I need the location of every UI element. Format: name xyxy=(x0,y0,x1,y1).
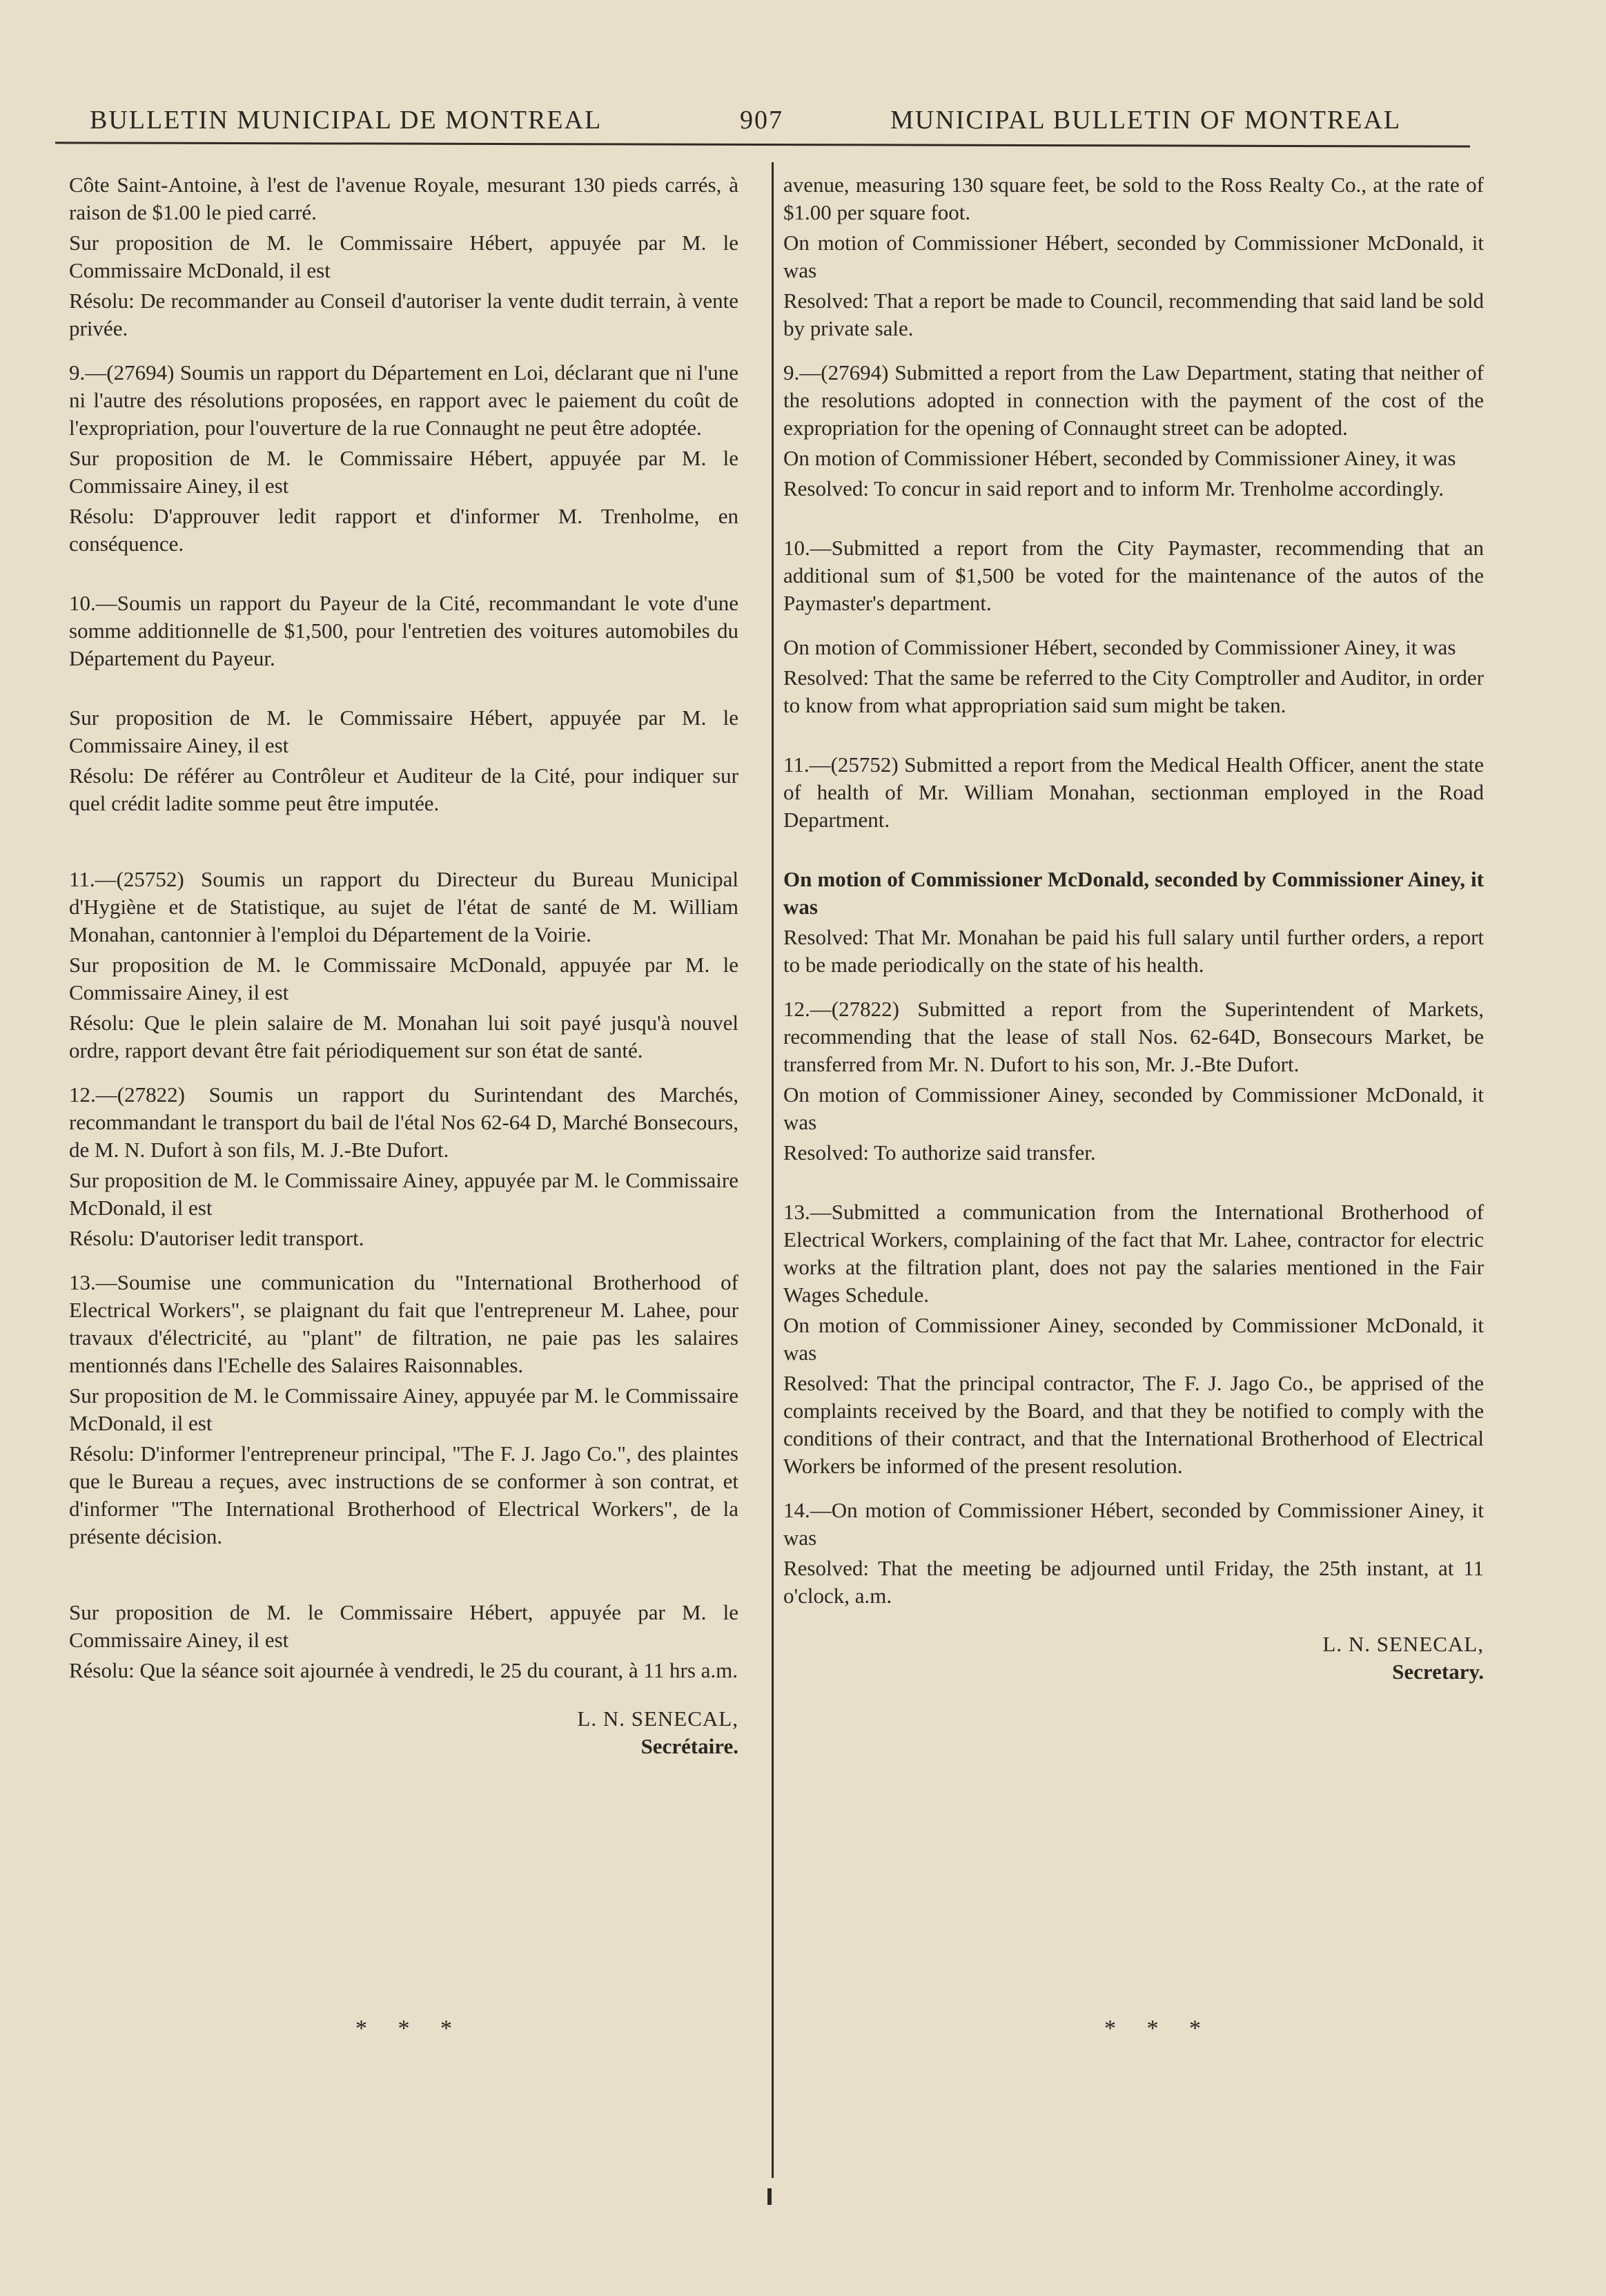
paragraph: 14.—On motion of Commissioner Hébert, seconded by Commissioner Ainey, it was xyxy=(783,1498,1484,1550)
paragraph: Résolu: D'approuver ledit rapport et d'informer M. Trenholme, en conséquence. xyxy=(69,504,738,556)
paragraph: Resolved: To concur in said report and to inform Mr. Trenholme accordingly. xyxy=(783,476,1444,500)
paragraph: On motion of Commissioner Hébert, seconded by Commissioner McDonald, it was xyxy=(783,231,1484,282)
paragraph: 13.—Submitted a communication from the International Brotherhood of Electrical Workers, complaining of the fact that Mr. Lahee, contractor for electric works at the filtration plant, does not pay the salaries mentioned in the Fair Wages Schedule. xyxy=(783,1200,1484,1307)
paragraph: Résolu: Que la séance soit ajournée à vendredi, le 25 du courant, à 11 hrs a.m. xyxy=(69,1658,738,1682)
paragraph: Sur proposition de M. le Commissaire Hébert, appuyée par M. le Commissaire Ainey, il est xyxy=(69,446,738,498)
paragraph: On motion of Commissioner McDonald, seconded by Commissioner Ainey, it was xyxy=(783,867,1484,919)
paragraph: Resolved: That the principal contractor, The F. J. Jago Co., be apprised of the complaints received by the Board, and that they be notified to comply with the conditions of their contract, and that the International Brotherhood of Electrical Workers be informed of the present resolution. xyxy=(783,1371,1484,1478)
signature-name: L. N. SENECAL, xyxy=(1322,1632,1484,1656)
header-french-title: BULLETIN MUNICIPAL DE MONTREAL xyxy=(90,106,603,135)
paragraph: Resolved: That the same be referred to the City Comptroller and Auditor, in order to know from what appropriation said sum might be taken. xyxy=(783,665,1484,717)
paragraph: Résolu: D'informer l'entrepreneur principal, "The F. J. Jago Co.", des plaintes que le Bureau a reçues, avec instructions de se conformer à son contrat, et d'informer "The International Brotherhood of Electrical Workers", de la présente décision. xyxy=(69,1441,738,1548)
paragraph: Sur proposition de M. le Commissaire Ainey, appuyée par M. le Commissaire McDonald, il est xyxy=(69,1168,738,1220)
paragraph: Côte Saint-Antoine, à l'est de l'avenue Royale, mesurant 130 pieds carrés, à raison de $1.00 le pied carré. xyxy=(69,173,738,224)
column-divider xyxy=(772,162,774,2178)
ornament-right: * * * xyxy=(1104,2016,1213,2041)
paragraph: Sur proposition de M. le Commissaire Hébert, appuyée par M. le Commissaire Ainey, il est xyxy=(69,706,738,757)
paragraph: 11.—(25752) Submitted a report from the Medical Health Officer, anent the state of health of Mr. William Monahan, sectionman employed in the Road Department. xyxy=(783,752,1484,832)
signature-name: L. N. SENECAL, xyxy=(577,1706,738,1731)
paragraph: 9.—(27694) Soumis un rapport du Département en Loi, déclarant que ni l'une ni l'autre des résolutions proposées, en rapport avec le paiement du coût de l'expropriation, pour l'ouverture de la rue Connaught ne peut être adoptée. xyxy=(69,360,738,440)
paragraph: Resolved: That the meeting be adjourned until Friday, the 25th instant, at 11 o'clock, a.m. xyxy=(783,1556,1484,1608)
paragraph: Sur proposition de M. le Commissaire Hébert, appuyée par M. le Commissaire McDonald, il est xyxy=(69,231,738,282)
paragraph: On motion of Commissioner Hébert, seconded by Commissioner Ainey, it was xyxy=(783,446,1456,470)
paragraph: 11.—(25752) Soumis un rapport du Directeur du Bureau Municipal d'Hygiène et de Statistique, au sujet de l'état de santé de M. William Monahan, cantonnier à l'emploi du Département de la Voirie. xyxy=(69,867,738,946)
paragraph: Resolved: To authorize said transfer. xyxy=(783,1140,1096,1165)
paragraph: Résolu: De recommander au Conseil d'autoriser la vente dudit terrain, à vente privée. xyxy=(69,289,738,340)
paragraph: On motion of Commissioner Ainey, seconded by Commissioner McDonald, it was xyxy=(783,1313,1484,1365)
ornament-left: * * * xyxy=(355,2016,464,2041)
paragraph: 12.—(27822) Soumis un rapport du Surintendant des Marchés, recommandant le transport du bail de l'étal Nos 62-64 D, Marché Bonsecours, de M. N. Dufort à son fils, M. J.-Bte Dufort. xyxy=(69,1082,738,1162)
paragraph: 9.—(27694) Submitted a report from the Law Department, stating that neither of the resolutions adopted in connection with the payment of the cost of the expropriation for the opening of Connaught street can be adopted. xyxy=(783,360,1484,440)
paragraph: Sur proposition de M. le Commissaire Hébert, appuyée par M. le Commissaire Ainey, il est xyxy=(69,1600,738,1652)
signature-title: Secretary. xyxy=(1392,1660,1484,1684)
paragraph: Sur proposition de M. le Commissaire McDonald, appuyée par M. le Commissaire Ainey, il est xyxy=(69,953,738,1004)
paragraph: Resolved: That a report be made to Council, recommending that said land be sold by private sale. xyxy=(783,289,1484,340)
paragraph: 10.—Soumis un rapport du Payeur de la Cité, recommandant le vote d'une somme additionnelle de $1,500, pour l'entretien des voitures automobiles du Département du Payeur. xyxy=(69,591,738,670)
page-number: 907 xyxy=(740,106,783,135)
paragraph: avenue, measuring 130 square feet, be sold to the Ross Realty Co., at the rate of $1.00 per square foot. xyxy=(783,173,1484,224)
paragraph: 10.—Submitted a report from the City Paymaster, recommending that an additional sum of $1,500 be voted for the maintenance of the autos of the Paymaster's department. xyxy=(783,536,1484,615)
paragraph: On motion of Commissioner Hébert, seconded by Commissioner Ainey, it was xyxy=(783,635,1456,659)
header-rule xyxy=(55,142,1470,147)
bottom-mark xyxy=(767,2188,772,2205)
signature-title: Secrétaire. xyxy=(640,1734,738,1758)
header-english-title: MUNICIPAL BULLETIN OF MONTREAL xyxy=(890,106,1402,135)
paragraph: Résolu: D'autoriser ledit transport. xyxy=(69,1226,364,1250)
paragraph: Résolu: Que le plein salaire de M. Monahan lui soit payé jusqu'à nouvel ordre, rapport devant être fait périodiquement sur son état de santé. xyxy=(69,1011,738,1062)
paragraph: Résolu: De référer au Contrôleur et Auditeur de la Cité, pour indiquer sur quel crédit ladite somme peut être imputée. xyxy=(69,763,738,815)
english-column xyxy=(783,171,1484,1686)
french-column xyxy=(69,171,738,1760)
paragraph: Resolved: That Mr. Monahan be paid his full salary until further orders, a report to be made periodically on the state of his health. xyxy=(783,925,1484,977)
paragraph: 13.—Soumise une communication du "International Brotherhood of Electrical Workers", se plaignant du fait que l'entrepreneur M. Lahee, pour travaux d'électricité, au "plant" de filtration, ne paie pas les salaires mentionnés dans l'Echelle des Salaires Raisonnables. xyxy=(69,1270,738,1377)
paragraph: On motion of Commissioner Ainey, seconded by Commissioner McDonald, it was xyxy=(783,1082,1484,1134)
paragraph: Sur proposition de M. le Commissaire Ainey, appuyée par M. le Commissaire McDonald, il est xyxy=(69,1383,738,1435)
paragraph: 12.—(27822) Submitted a report from the Superintendent of Markets, recommending that the lease of stall Nos. 62-64D, Bonsecours Market, be transferred from Mr. N. Dufort to his son, Mr. J.-Bte Dufort. xyxy=(783,997,1484,1076)
